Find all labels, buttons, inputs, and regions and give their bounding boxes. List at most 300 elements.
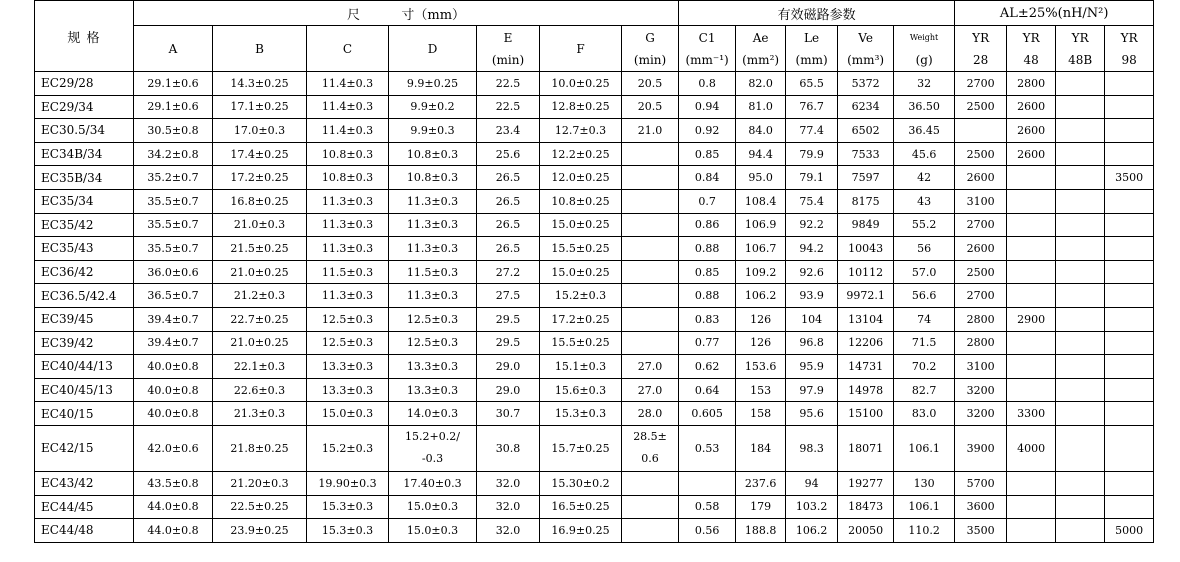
col-ve-unit: (mm³) — [847, 52, 885, 67]
table-row — [35, 189, 1154, 213]
cell-ae: 106.7 — [736, 237, 786, 261]
cell-al-yr48b — [1056, 72, 1105, 96]
cell-c1: 0.64 — [679, 378, 736, 402]
cell-al-yr48b — [1056, 307, 1105, 331]
cell-c: 11.4±0.3 — [307, 119, 389, 143]
cell-al-yr98 — [1105, 72, 1154, 96]
cell-d: 12.5±0.3 — [389, 331, 477, 355]
cell-al-yr28: 3200 — [955, 402, 1007, 426]
col-a-header: A — [134, 26, 213, 72]
cell-ae: 237.6 — [736, 471, 786, 495]
cell-g-min: 27.0 — [622, 378, 679, 402]
cell-ve: 6502 — [838, 119, 894, 143]
col-le-header — [786, 26, 838, 72]
cell-c1: 0.8 — [679, 72, 736, 96]
table-row — [35, 260, 1154, 284]
cell-al-yr48: 2600 — [1007, 142, 1056, 166]
cell-g-min — [622, 425, 679, 471]
cell-a: 40.0±0.8 — [134, 402, 213, 426]
cell-f: 15.7±0.25 — [540, 425, 622, 471]
cell-al-yr98: 5000 — [1105, 519, 1154, 543]
cell-e-min: 26.5 — [477, 166, 540, 190]
col-le-unit: (mm) — [795, 52, 828, 67]
cell-d: 11.5±0.3 — [389, 260, 477, 284]
cell-model: EC29/28 — [35, 72, 134, 96]
cell-al-yr48b — [1056, 331, 1105, 355]
cell-al-yr28: 2800 — [955, 307, 1007, 331]
cell-le: 106.2 — [786, 519, 838, 543]
cell-c1: 0.85 — [679, 142, 736, 166]
cell-d: 11.3±0.3 — [389, 284, 477, 308]
cell-a: 35.5±0.7 — [134, 213, 213, 237]
cell-ae: 179 — [736, 495, 786, 519]
cell-al-yr28: 2700 — [955, 72, 1007, 96]
cell-model: EC35/43 — [35, 237, 134, 261]
al-group-header: AL±25%(nH/N²) — [955, 1, 1154, 26]
cell-ve: 14978 — [838, 378, 894, 402]
cell-ae: 188.8 — [736, 519, 786, 543]
cell-ve: 12206 — [838, 331, 894, 355]
cell-le: 96.8 — [786, 331, 838, 355]
cell-al-yr48: 3300 — [1007, 402, 1056, 426]
cell-al-yr98 — [1105, 495, 1154, 519]
cell-al-yr48 — [1007, 260, 1056, 284]
cell-al-yr28: 2600 — [955, 237, 1007, 261]
col-g-label: G — [645, 30, 655, 45]
cell-al-yr98 — [1105, 355, 1154, 379]
cell-g-min — [622, 495, 679, 519]
col-weight-header — [894, 26, 955, 72]
cell-ve: 6234 — [838, 95, 894, 119]
cell-e-min: 29.5 — [477, 331, 540, 355]
cell-weight: 106.1 — [894, 425, 955, 471]
cell-weight: 71.5 — [894, 331, 955, 355]
cell-al-yr98 — [1105, 402, 1154, 426]
cell-b: 21.8±0.25 — [213, 425, 307, 471]
cell-al-yr48b — [1056, 119, 1105, 143]
cell-f: 10.0±0.25 — [540, 72, 622, 96]
cell-a: 36.5±0.7 — [134, 284, 213, 308]
cell-al-yr98 — [1105, 237, 1154, 261]
cell-f: 15.2±0.3 — [540, 284, 622, 308]
cell-ve: 7533 — [838, 142, 894, 166]
cell-al-yr28: 3200 — [955, 378, 1007, 402]
cell-le: 92.6 — [786, 260, 838, 284]
cell-d: 10.8±0.3 — [389, 166, 477, 190]
cell-d: 11.3±0.3 — [389, 213, 477, 237]
cell-d: 12.5±0.3 — [389, 307, 477, 331]
cell-a: 39.4±0.7 — [134, 307, 213, 331]
table-row — [35, 72, 1154, 96]
cell-e-min: 26.5 — [477, 237, 540, 261]
cell-b: 17.4±0.25 — [213, 142, 307, 166]
cell-e-min: 27.2 — [477, 260, 540, 284]
cell-line: 15.2+0.2/ — [405, 430, 460, 444]
cell-weight: 32 — [894, 72, 955, 96]
cell-a: 40.0±0.8 — [134, 378, 213, 402]
cell-e-min: 25.6 — [477, 142, 540, 166]
cell-le: 103.2 — [786, 495, 838, 519]
cell-model: EC42/15 — [35, 425, 134, 471]
cell-b: 22.6±0.3 — [213, 378, 307, 402]
col-yr48b-grade: 48B — [1068, 52, 1093, 67]
cell-al-yr48b — [1056, 213, 1105, 237]
cell-al-yr98 — [1105, 284, 1154, 308]
cell-f: 16.5±0.25 — [540, 495, 622, 519]
cell-c: 10.8±0.3 — [307, 166, 389, 190]
cell-c1: 0.77 — [679, 331, 736, 355]
cell-al-yr48 — [1007, 284, 1056, 308]
cell-weight: 82.7 — [894, 378, 955, 402]
cell-al-yr48 — [1007, 331, 1056, 355]
table-row — [35, 166, 1154, 190]
cell-a: 42.0±0.6 — [134, 425, 213, 471]
cell-c: 15.3±0.3 — [307, 495, 389, 519]
cell-al-yr98 — [1105, 378, 1154, 402]
cell-weight: 55.2 — [894, 213, 955, 237]
cell-b: 17.2±0.25 — [213, 166, 307, 190]
cell-b: 21.0±0.3 — [213, 213, 307, 237]
col-c1-header — [679, 26, 736, 72]
cell-d: 13.3±0.3 — [389, 355, 477, 379]
cell-d: 14.0±0.3 — [389, 402, 477, 426]
cell-weight: 83.0 — [894, 402, 955, 426]
cell-c: 11.4±0.3 — [307, 72, 389, 96]
cell-f: 12.0±0.25 — [540, 166, 622, 190]
cell-weight: 36.45 — [894, 119, 955, 143]
cell-model: EC34B/34 — [35, 142, 134, 166]
table-row — [35, 402, 1154, 426]
cell-al-yr28: 2700 — [955, 284, 1007, 308]
cell-al-yr48 — [1007, 378, 1056, 402]
cell-c: 11.3±0.3 — [307, 189, 389, 213]
col-ae-header — [736, 26, 786, 72]
cell-c1: 0.88 — [679, 237, 736, 261]
cell-ae: 109.2 — [736, 260, 786, 284]
cell-al-yr98 — [1105, 142, 1154, 166]
spec-header: 规 格 — [35, 1, 134, 72]
cell-al-yr98 — [1105, 213, 1154, 237]
cell-le: 94.2 — [786, 237, 838, 261]
cell-le: 77.4 — [786, 119, 838, 143]
cell-c: 11.5±0.3 — [307, 260, 389, 284]
cell-ve: 15100 — [838, 402, 894, 426]
col-yr98-label: YR — [1120, 30, 1138, 45]
table-row — [35, 119, 1154, 143]
col-weight-unit: (g) — [915, 52, 933, 67]
cell-line: 28.5± — [633, 430, 667, 444]
cell-al-yr28: 2600 — [955, 166, 1007, 190]
cell-a: 35.2±0.7 — [134, 166, 213, 190]
cell-le: 79.1 — [786, 166, 838, 190]
cell-c: 15.0±0.3 — [307, 402, 389, 426]
cell-le: 98.3 — [786, 425, 838, 471]
cell-b: 16.8±0.25 — [213, 189, 307, 213]
cell-weight: 74 — [894, 307, 955, 331]
cell-d: 15.0±0.3 — [389, 495, 477, 519]
cell-model: EC44/48 — [35, 519, 134, 543]
cell-f: 12.8±0.25 — [540, 95, 622, 119]
cell-le: 79.9 — [786, 142, 838, 166]
cell-al-yr48 — [1007, 471, 1056, 495]
cell-ve: 8175 — [838, 189, 894, 213]
cell-al-yr48b — [1056, 95, 1105, 119]
cell-al-yr28: 3900 — [955, 425, 1007, 471]
cell-b: 23.9±0.25 — [213, 519, 307, 543]
cell-weight: 36.50 — [894, 95, 955, 119]
cell-d: 9.9±0.3 — [389, 119, 477, 143]
cell-c1: 0.7 — [679, 189, 736, 213]
cell-c1: 0.605 — [679, 402, 736, 426]
cell-model: EC40/15 — [35, 402, 134, 426]
cell-c: 11.3±0.3 — [307, 237, 389, 261]
cell-al-yr98 — [1105, 471, 1154, 495]
cell-al-yr48b — [1056, 237, 1105, 261]
cell-f: 15.6±0.3 — [540, 378, 622, 402]
cell-al-yr48 — [1007, 189, 1056, 213]
cell-al-yr98 — [1105, 425, 1154, 471]
cell-c: 13.3±0.3 — [307, 378, 389, 402]
cell-weight: 57.0 — [894, 260, 955, 284]
table-row — [35, 355, 1154, 379]
cell-al-yr48b — [1056, 378, 1105, 402]
cell-c1: 0.83 — [679, 307, 736, 331]
cell-e-min: 26.5 — [477, 213, 540, 237]
cell-f: 15.0±0.25 — [540, 260, 622, 284]
cell-b: 21.0±0.25 — [213, 331, 307, 355]
cell-b: 22.5±0.25 — [213, 495, 307, 519]
cell-weight: 110.2 — [894, 519, 955, 543]
cell-ae: 106.2 — [736, 284, 786, 308]
col-yr98-grade: 98 — [1121, 52, 1137, 67]
cell-ve: 18071 — [838, 425, 894, 471]
cell-a: 29.1±0.6 — [134, 95, 213, 119]
cell-le: 95.9 — [786, 355, 838, 379]
table-row — [35, 425, 1154, 471]
col-b-header: B — [213, 26, 307, 72]
cell-a: 43.5±0.8 — [134, 471, 213, 495]
cell-ae: 108.4 — [736, 189, 786, 213]
cell-weight: 130 — [894, 471, 955, 495]
cell-d: 11.3±0.3 — [389, 189, 477, 213]
cell-al-yr98 — [1105, 331, 1154, 355]
cell-al-yr98 — [1105, 95, 1154, 119]
col-yr48-grade: 48 — [1023, 52, 1039, 67]
cell-al-yr48: 4000 — [1007, 425, 1056, 471]
cell-b: 21.20±0.3 — [213, 471, 307, 495]
col-ve-header — [838, 26, 894, 72]
cell-al-yr48b — [1056, 142, 1105, 166]
cell-c1: 0.53 — [679, 425, 736, 471]
cell-model: EC35B/34 — [35, 166, 134, 190]
cell-al-yr98: 3500 — [1105, 166, 1154, 190]
col-yr48-header — [1007, 26, 1056, 72]
cell-ae: 82.0 — [736, 72, 786, 96]
cell-f: 16.9±0.25 — [540, 519, 622, 543]
cell-g-min — [622, 307, 679, 331]
cell-ve: 7597 — [838, 166, 894, 190]
cell-e-min: 32.0 — [477, 519, 540, 543]
cell-model: EC35/42 — [35, 213, 134, 237]
cell-a: 36.0±0.6 — [134, 260, 213, 284]
col-ae-label: Ae — [752, 30, 769, 45]
cell-le: 93.9 — [786, 284, 838, 308]
cell-ve: 9849 — [838, 213, 894, 237]
cell-a: 44.0±0.8 — [134, 495, 213, 519]
cell-d: 10.8±0.3 — [389, 142, 477, 166]
cell-a: 30.5±0.8 — [134, 119, 213, 143]
cell-c1: 0.85 — [679, 260, 736, 284]
cell-al-yr28: 5700 — [955, 471, 1007, 495]
cell-le: 95.6 — [786, 402, 838, 426]
cell-f: 15.0±0.25 — [540, 213, 622, 237]
cell-weight: 45.6 — [894, 142, 955, 166]
cell-f: 15.3±0.3 — [540, 402, 622, 426]
cell-al-yr48b — [1056, 471, 1105, 495]
cell-g-min — [622, 189, 679, 213]
cell-al-yr48b — [1056, 355, 1105, 379]
cell-al-yr48 — [1007, 237, 1056, 261]
cell-ae: 106.9 — [736, 213, 786, 237]
cell-al-yr48 — [1007, 166, 1056, 190]
cell-al-yr28: 3100 — [955, 355, 1007, 379]
cell-al-yr48b — [1056, 260, 1105, 284]
cell-b: 17.1±0.25 — [213, 95, 307, 119]
cell-f: 10.8±0.25 — [540, 189, 622, 213]
cell-f: 15.5±0.25 — [540, 237, 622, 261]
col-ve-label: Ve — [858, 30, 873, 45]
cell-c: 15.3±0.3 — [307, 519, 389, 543]
cell-f: 12.7±0.3 — [540, 119, 622, 143]
cell-model: EC40/44/13 — [35, 355, 134, 379]
cell-ve: 10112 — [838, 260, 894, 284]
cell-a: 35.5±0.7 — [134, 189, 213, 213]
table-row — [35, 95, 1154, 119]
cell-c1: 0.62 — [679, 355, 736, 379]
cell-a: 29.1±0.6 — [134, 72, 213, 96]
dimensions-group-header: 尺 寸（mm） — [134, 1, 679, 26]
cell-e-min: 29.0 — [477, 378, 540, 402]
cell-model: EC40/45/13 — [35, 378, 134, 402]
col-c1-label: C1 — [698, 30, 716, 45]
cell-a: 39.4±0.7 — [134, 331, 213, 355]
col-yr28-label: YR — [972, 30, 990, 45]
cell-c: 19.90±0.3 — [307, 471, 389, 495]
cell-e-min: 32.0 — [477, 471, 540, 495]
cell-ae: 153.6 — [736, 355, 786, 379]
cell-line: -0.3 — [421, 452, 444, 466]
cell-a: 34.2±0.8 — [134, 142, 213, 166]
table-body — [35, 72, 1154, 543]
cell-al-yr48: 2600 — [1007, 119, 1056, 143]
cell-b: 21.5±0.25 — [213, 237, 307, 261]
cell-c1: 0.94 — [679, 95, 736, 119]
cell-d: 17.40±0.3 — [389, 471, 477, 495]
col-e-unit: (min) — [491, 52, 525, 67]
cell-f: 15.5±0.25 — [540, 331, 622, 355]
cell-a: 44.0±0.8 — [134, 519, 213, 543]
cell-al-yr48b — [1056, 425, 1105, 471]
cell-g-min — [622, 519, 679, 543]
cell-g-min: 27.0 — [622, 355, 679, 379]
cell-weight: 56 — [894, 237, 955, 261]
cell-ve: 10043 — [838, 237, 894, 261]
cell-e-min: 32.0 — [477, 495, 540, 519]
cell-ae: 184 — [736, 425, 786, 471]
cell-g-min — [622, 213, 679, 237]
cell-ae: 153 — [736, 378, 786, 402]
cell-c: 12.5±0.3 — [307, 307, 389, 331]
cell-b: 22.1±0.3 — [213, 355, 307, 379]
cell-weight: 56.6 — [894, 284, 955, 308]
cell-al-yr48b — [1056, 402, 1105, 426]
table-row — [35, 471, 1154, 495]
cell-al-yr48b — [1056, 189, 1105, 213]
cell-al-yr98 — [1105, 260, 1154, 284]
cell-le: 75.4 — [786, 189, 838, 213]
cell-g-min: 28.0 — [622, 402, 679, 426]
cell-al-yr28: 2500 — [955, 260, 1007, 284]
ec-core-spec-table — [34, 0, 1154, 543]
table-row — [35, 307, 1154, 331]
col-le-label: Le — [804, 30, 820, 45]
magnetic-params-group-header: 有效磁路参数 — [679, 1, 955, 26]
cell-b: 21.3±0.3 — [213, 402, 307, 426]
table-row — [35, 495, 1154, 519]
cell-al-yr48 — [1007, 519, 1056, 543]
cell-f: 15.30±0.2 — [540, 471, 622, 495]
cell-al-yr48 — [1007, 355, 1056, 379]
cell-g-min — [622, 260, 679, 284]
col-yr48b-header — [1056, 26, 1105, 72]
col-ae-unit: (mm²) — [742, 52, 780, 67]
cell-al-yr48b — [1056, 495, 1105, 519]
cell-g-min — [622, 237, 679, 261]
cell-d: 9.9±0.25 — [389, 72, 477, 96]
cell-c1: 0.86 — [679, 213, 736, 237]
cell-al-yr28 — [955, 119, 1007, 143]
col-c-header: C — [307, 26, 389, 72]
cell-ve: 9972.1 — [838, 284, 894, 308]
table-row — [35, 237, 1154, 261]
cell-model: EC35/34 — [35, 189, 134, 213]
table-row — [35, 284, 1154, 308]
cell-model: EC39/42 — [35, 331, 134, 355]
col-e-label: E — [503, 30, 513, 45]
cell-weight: 42 — [894, 166, 955, 190]
cell-g-min: 20.5 — [622, 72, 679, 96]
col-d-header: D — [389, 26, 477, 72]
cell-le: 94 — [786, 471, 838, 495]
cell-le: 65.5 — [786, 72, 838, 96]
cell-e-min: 29.0 — [477, 355, 540, 379]
cell-ve: 19277 — [838, 471, 894, 495]
cell-al-yr28: 2800 — [955, 331, 1007, 355]
cell-c: 11.3±0.3 — [307, 213, 389, 237]
cell-c1: 0.84 — [679, 166, 736, 190]
cell-al-yr48 — [1007, 495, 1056, 519]
cell-al-yr48b — [1056, 519, 1105, 543]
col-yr28-grade: 28 — [972, 52, 989, 67]
col-f-header: F — [540, 26, 622, 72]
cell-e-min: 30.8 — [477, 425, 540, 471]
cell-f: 12.2±0.25 — [540, 142, 622, 166]
cell-e-min: 22.5 — [477, 72, 540, 96]
cell-le: 104 — [786, 307, 838, 331]
cell-c1: 0.88 — [679, 284, 736, 308]
cell-d: 9.9±0.2 — [389, 95, 477, 119]
cell-e-min: 26.5 — [477, 189, 540, 213]
